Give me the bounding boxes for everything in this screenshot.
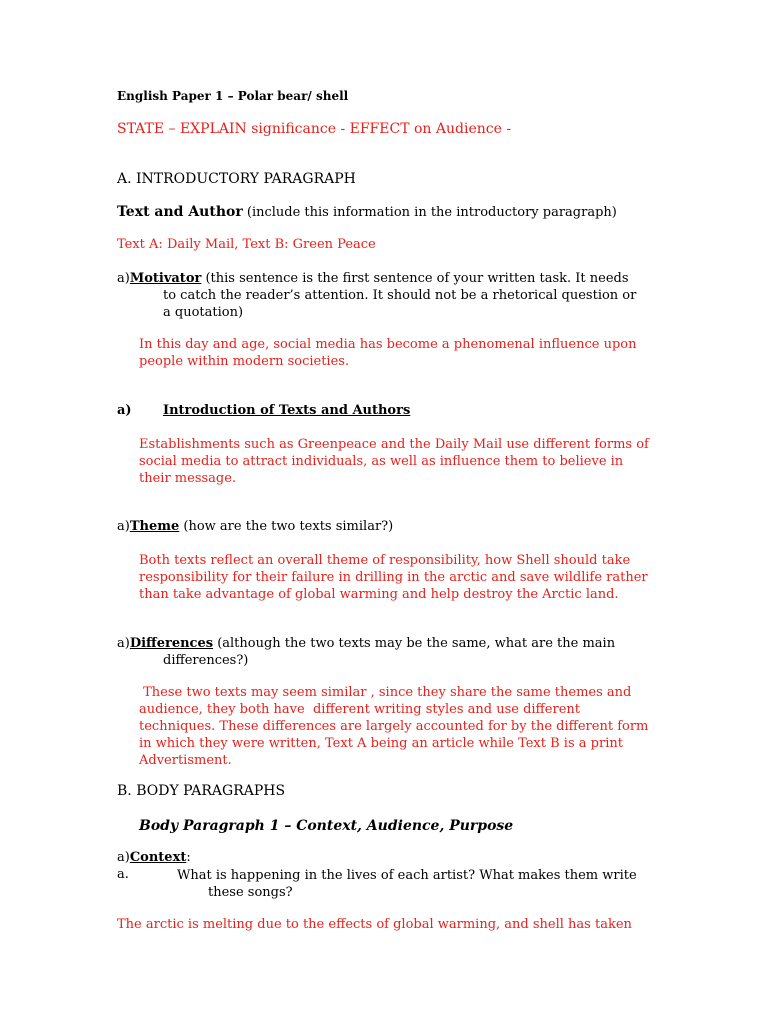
texts-line: Text A: Daily Mail, Text B: Green Peace [117, 237, 376, 252]
motivator-prefix: a) [117, 271, 130, 286]
text-author-label: Text and Author [117, 204, 243, 220]
section-a-heading: A. INTRODUCTORY PARAGRAPH [117, 171, 356, 187]
differences-prefix: a) [117, 636, 130, 651]
section-b-heading: B. BODY PARAGRAPHS [117, 783, 286, 799]
motivator-note-1: (this sentence is the first sentence of your written task. It needs [201, 271, 629, 286]
context-prompt [117, 850, 191, 865]
text-author-note: (include this information in the introductory paragraph) [242, 205, 617, 220]
differences-label: Differences [129, 636, 214, 651]
theme-answer: Both texts reflect an overall theme of responsibility, how Shell should take responsibility for their failure in drilling in the arctic and save wildlife rather than take advantage of global warming and help destroy the Arctic land. [139, 553, 648, 602]
differences-note-2: differences?) [163, 653, 249, 668]
context-prefix: a) [117, 850, 130, 865]
document-title: English Paper 1 – Polar bear/ shell [117, 89, 349, 103]
motivator-note-2: to catch the reader’s attention. It should not be a rhetorical question or [163, 288, 637, 303]
context-answer: The arctic is melting due to the effects of global warming, and shell has taken [117, 917, 632, 932]
intro-prefix: a) [117, 403, 132, 418]
context-item [177, 867, 657, 901]
theme-label: Theme [129, 519, 180, 534]
context-suffix: : [186, 850, 191, 865]
intro-label: Introduction of Texts and Authors [163, 403, 411, 418]
motivator-label: Motivator [129, 271, 202, 286]
differences-prompt [117, 635, 657, 669]
differences-answer: These two texts may seem similar , since they share the same themes and audience, they both have different writing styles and use different techniques. These differences are largely accounted for by the different form in which they were written, Text A being an article while Text B is a print Advertisment. [139, 685, 653, 768]
motivator-answer: In this day and age, social media has become a phenomenal influence upon people within modern societies. [139, 337, 637, 369]
section-b-subheading: Body Paragraph 1 – Context, Audience, Purpose [139, 818, 514, 834]
context-item-marker: a. [117, 867, 129, 882]
instruction-line: STATE – EXPLAIN significance - EFFECT on Audience - [117, 121, 512, 137]
theme-prompt [117, 519, 393, 534]
theme-note: (how are the two texts similar?) [179, 519, 394, 534]
text-author-line [117, 204, 617, 220]
motivator-note-3: a quotation) [163, 305, 244, 320]
motivator-prompt [117, 270, 657, 321]
theme-prefix: a) [117, 519, 130, 534]
differences-note-1: (although the two texts may be the same, what are the main [213, 636, 616, 651]
intro-answer: Establishments such as Greenpeace and the Daily Mail use different forms of social media to attract individuals, as well as influence them to believe in their message. [139, 437, 649, 486]
context-label: Context [129, 850, 187, 865]
context-item-line-2: these songs? [208, 885, 293, 900]
context-item-line-1: What is happening in the lives of each artist? What makes them write [177, 868, 637, 883]
